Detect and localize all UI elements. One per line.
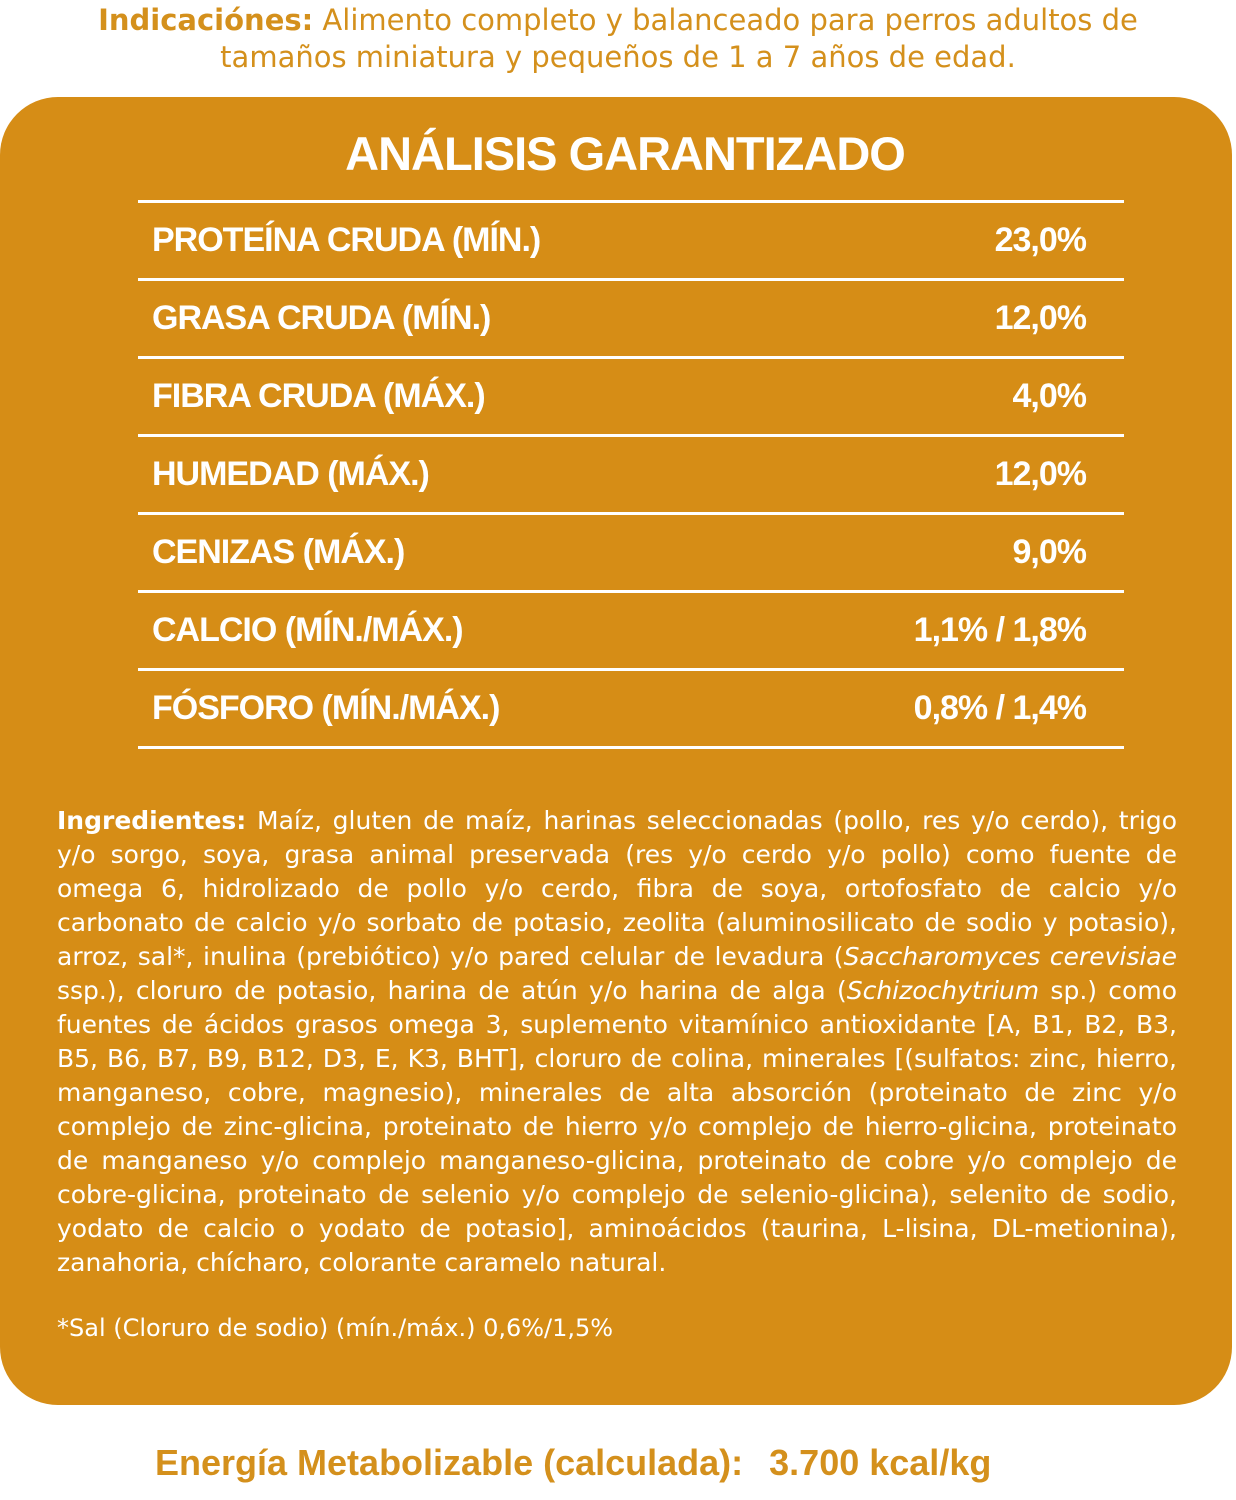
row-value: 9,0% xyxy=(1012,533,1086,571)
row-value: 23,0% xyxy=(994,221,1086,259)
row-value: 12,0% xyxy=(994,455,1086,493)
analysis-row-fiber xyxy=(138,359,1124,437)
ingredients-text xyxy=(57,804,1177,1280)
ingredients-part-3: sp.) como fuentes de ácidos grasos omega 3, suplemento vitamínico antioxidante [A, B1, B2, B3, B5, B6, B7, B9, B12, D3, E, K3, BHT], cloruro de colina, minerales [(sulfatos: zinc, hierro, manganeso, cobre, magnesio), minerales de alta absorción (proteinato de zinc y/o complejo de zinc-glicina, proteinato de hierro y/o complejo de hierro-glicina, proteinato de manganeso y/o complejo manganeso-glicina, proteinato de cobre y/o complejo de cobre-glicina, proteinato de selenio y/o complejo de selenio-glicina), selenito de sodio, yodato de calcio o yodato de potasio], aminoácidos (taurina, L-lisina, DL-metionina), zanahoria, chícharo, colorante caramelo natural. xyxy=(57,976,1177,1277)
row-label: CALCIO (MÍN./MÁX.) xyxy=(152,611,463,649)
row-label: GRASA CRUDA (MÍN.) xyxy=(152,299,491,337)
row-label: CENIZAS (MÁX.) xyxy=(152,533,405,571)
analysis-row-fat xyxy=(138,281,1124,359)
row-label: HUMEDAD (MÁX.) xyxy=(152,455,429,493)
indications-text xyxy=(40,2,1196,76)
ingredients-italic-1: Saccharomyces cerevisiae xyxy=(843,942,1177,971)
energy-line xyxy=(155,1440,1155,1486)
ingredients-part-2: ssp.), cloruro de potasio, harina de atún y/o harina de alga ( xyxy=(57,976,847,1005)
analysis-row-ash xyxy=(138,515,1124,593)
analysis-table xyxy=(138,200,1124,749)
indications-body: Alimento completo y balanceado para perros adultos de tamaños miniatura y pequeños de 1 a 7 años de edad. xyxy=(220,3,1138,74)
ingredients-italic-2: Schizochytrium xyxy=(846,976,1040,1005)
row-label: FÓSFORO (MÍN./MÁX.) xyxy=(152,689,500,727)
row-value: 1,1% / 1,8% xyxy=(913,611,1086,649)
energy-value: 3.700 kcal/kg xyxy=(769,1442,992,1483)
analysis-row-phosphorus xyxy=(138,671,1124,749)
ingredients-label: Ingredientes: xyxy=(57,806,247,835)
row-value: 4,0% xyxy=(1012,377,1086,415)
salt-footnote: *Sal (Cloruro de sodio) (mín./máx.) 0,6%/1,5% xyxy=(57,1314,614,1342)
analysis-row-moisture xyxy=(138,437,1124,515)
row-value: 0,8% / 1,4% xyxy=(913,689,1086,727)
energy-label: Energía Metabolizable (calculada): xyxy=(155,1442,744,1483)
row-label: FIBRA CRUDA (MÁX.) xyxy=(152,377,485,415)
indications-label: Indicaciónes: xyxy=(98,3,314,37)
row-value: 12,0% xyxy=(994,299,1086,337)
analysis-row-calcium xyxy=(138,593,1124,671)
analysis-title: ANÁLISIS GARANTIZADO xyxy=(345,127,905,180)
row-label: PROTEÍNA CRUDA (MÍN.) xyxy=(152,221,541,259)
analysis-row-protein xyxy=(138,203,1124,281)
ingredients-part-1: Maíz, gluten de maíz, harinas seleccionadas (pollo, res y/o cerdo), trigo y/o sorgo, soya, grasa animal preservada (res y/o cerdo y/o pollo) como fuente de omega 6, hidrolizado de pollo y/o cerdo, fibra de soya, ortofosfato de calcio y/o carbonato de calcio y/o sorbato de potasio, zeolita (aluminosilicato de sodio y potasio), arroz, sal*, inulina (prebiótico) y/o pared celular de levadura ( xyxy=(57,806,1177,971)
